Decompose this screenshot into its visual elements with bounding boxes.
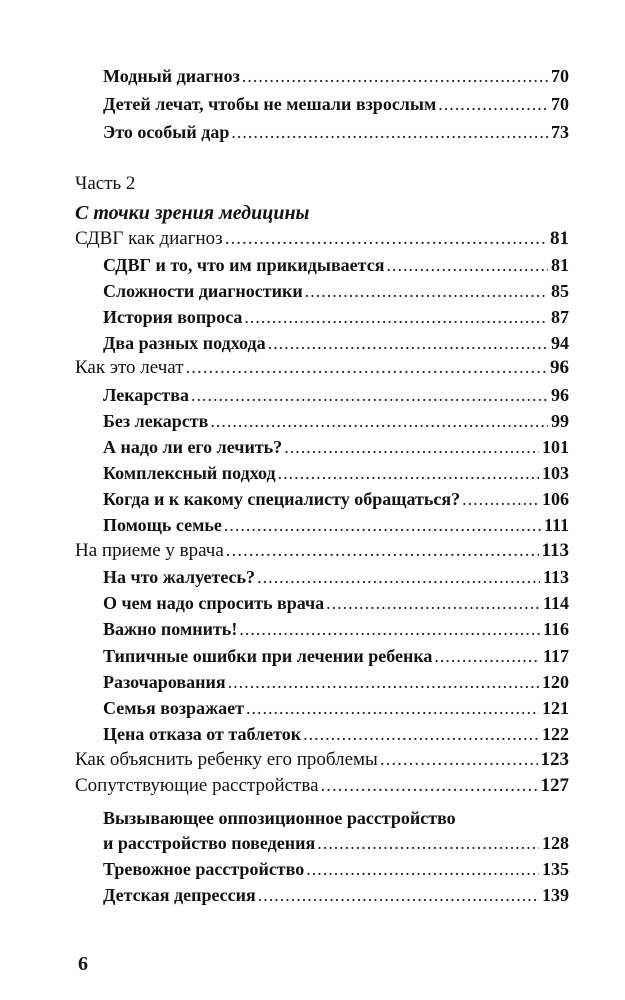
leader-dots [226, 539, 539, 563]
toc-entry [103, 644, 569, 668]
toc-section-title: Как объяснить ребенку его проблемы [75, 749, 378, 770]
toc-entry [103, 279, 569, 303]
toc-entry-title: Два разных подхода [103, 333, 266, 353]
leader-dots [242, 64, 548, 88]
leader-dots [303, 722, 539, 746]
leader-dots [210, 409, 548, 433]
toc-entry-page: 87 [551, 307, 569, 327]
toc-entry-page: 113 [542, 567, 569, 587]
toc-entry-title: Помощь семье [103, 515, 222, 535]
toc-entry-title: Это особый дар [103, 122, 230, 142]
toc-section [75, 539, 569, 563]
toc-entry [103, 722, 569, 746]
toc-entry-page: 73 [551, 122, 569, 142]
toc-entry [103, 305, 569, 329]
leader-dots [231, 120, 548, 144]
toc-entry-title: Разочарования [103, 672, 226, 692]
toc-entry [103, 696, 569, 720]
toc-section-title: Как это лечат [75, 357, 184, 378]
toc-section-page: 96 [550, 357, 569, 378]
toc-entry-page: 81 [551, 255, 569, 275]
toc-entry-page: 70 [551, 66, 569, 86]
toc-entry [103, 331, 569, 355]
toc-section-page: 123 [540, 749, 569, 770]
toc-entry-title: Без лекарств [103, 411, 209, 431]
leader-dots [186, 356, 547, 380]
toc-entry-page: 121 [542, 698, 569, 718]
toc-entry-title: Типичные ошибки при лечении ребенка [103, 646, 433, 666]
part-title: С точки зрения медицины [75, 202, 310, 224]
toc-entry [103, 253, 569, 277]
toc-entry-title-first-line: Вызывающее оппозиционное расстройство [103, 808, 456, 828]
toc-section [75, 356, 569, 380]
toc-entry [103, 461, 569, 485]
leader-dots [386, 253, 548, 277]
leader-dots [244, 305, 548, 329]
leader-dots [257, 565, 540, 589]
toc-entry-title: Комплексный подход [103, 463, 276, 483]
toc-entry-page: 94 [551, 333, 569, 353]
toc-entry-title: и расстройство поведения [103, 833, 316, 853]
toc-entry-page: 111 [543, 515, 569, 535]
leader-dots [228, 670, 539, 694]
leader-dots [224, 513, 541, 537]
toc-section [75, 774, 569, 798]
toc-entry-page: 103 [542, 463, 569, 483]
toc-entry-title: Лекарства [103, 385, 189, 405]
leader-dots [306, 857, 539, 881]
toc-entry [103, 64, 569, 88]
toc-entry-page: 139 [542, 885, 569, 905]
toc-entry [103, 591, 569, 615]
leader-dots [191, 383, 548, 407]
toc-entry-title: Цена отказа от таблеток [103, 724, 302, 744]
toc-entry-title: Модный диагноз [103, 66, 240, 86]
page-number: 6 [78, 953, 88, 975]
leader-dots [438, 92, 548, 116]
toc-entry [103, 513, 569, 537]
toc-entry [103, 831, 569, 855]
toc-section-title: На приеме у врача [75, 540, 224, 561]
toc-entry [103, 565, 569, 589]
toc-entry-title: Семья возражает [103, 698, 244, 718]
toc-section-page: 127 [540, 775, 569, 796]
toc-section-title: СДВГ как диагноз [75, 228, 223, 249]
toc-entry-title: Тревожное расстройство [103, 859, 305, 879]
toc-entry [103, 883, 569, 907]
leader-dots [239, 617, 540, 641]
toc-entry [103, 435, 569, 459]
leader-dots [317, 831, 539, 855]
toc-entry-title: Детская депрессия [103, 885, 256, 905]
leader-dots [246, 696, 539, 720]
toc-entry [103, 670, 569, 694]
toc-entry-page: 70 [551, 94, 569, 114]
toc-entry-page: 96 [551, 385, 569, 405]
toc-section [75, 748, 569, 772]
leader-dots [326, 591, 540, 615]
toc-entry-title: СДВГ и то, что им прикидывается [103, 255, 385, 275]
toc-entry [103, 487, 569, 511]
leader-dots [305, 279, 548, 303]
toc-entry-page: 122 [542, 724, 569, 744]
toc-entry-title: Сложности диагностики [103, 281, 303, 301]
toc-entry-page: 114 [542, 593, 569, 613]
leader-dots [268, 331, 548, 355]
toc-section-page: 113 [541, 540, 569, 561]
toc-entry-page: 106 [542, 489, 569, 509]
toc-entry-title: На что жалуетесь? [103, 567, 256, 587]
toc-entry-page: 128 [542, 833, 569, 853]
toc-entry-title: А надо ли его лечить? [103, 437, 283, 457]
toc-section [75, 227, 569, 251]
toc-entry-page: 116 [542, 619, 569, 639]
toc-entry-page: 135 [542, 859, 569, 879]
leader-dots [462, 487, 539, 511]
leader-dots [258, 883, 539, 907]
toc-entry-title: Детей лечат, чтобы не мешали взрослым [103, 94, 437, 114]
part-label: Часть 2 [75, 173, 136, 194]
toc-entry [103, 92, 569, 116]
toc-entry [103, 857, 569, 881]
toc-entry [103, 617, 569, 641]
leader-dots [284, 435, 539, 459]
toc-entry-title: О чем надо спросить врача [103, 593, 325, 613]
toc-entry [103, 120, 569, 144]
toc-section-title: Сопутствующие расстройства [75, 775, 319, 796]
leader-dots [434, 644, 540, 668]
toc-entry-page: 85 [551, 281, 569, 301]
toc-entry-page: 101 [542, 437, 569, 457]
toc-entry-title: Важно помнить! [103, 619, 238, 639]
leader-dots [225, 227, 547, 251]
leader-dots [321, 774, 538, 798]
toc-entry-title: История вопроса [103, 307, 243, 327]
toc-section-page: 81 [550, 228, 569, 249]
toc-entry [103, 409, 569, 433]
toc-entry-title: Когда и к какому специалисту обращаться? [103, 489, 461, 509]
toc-entry-page: 99 [551, 411, 569, 431]
toc-entry-page: 120 [542, 672, 569, 692]
leader-dots [380, 748, 538, 772]
toc-entry-page: 117 [542, 646, 569, 666]
toc-entry [103, 383, 569, 407]
leader-dots [278, 461, 539, 485]
